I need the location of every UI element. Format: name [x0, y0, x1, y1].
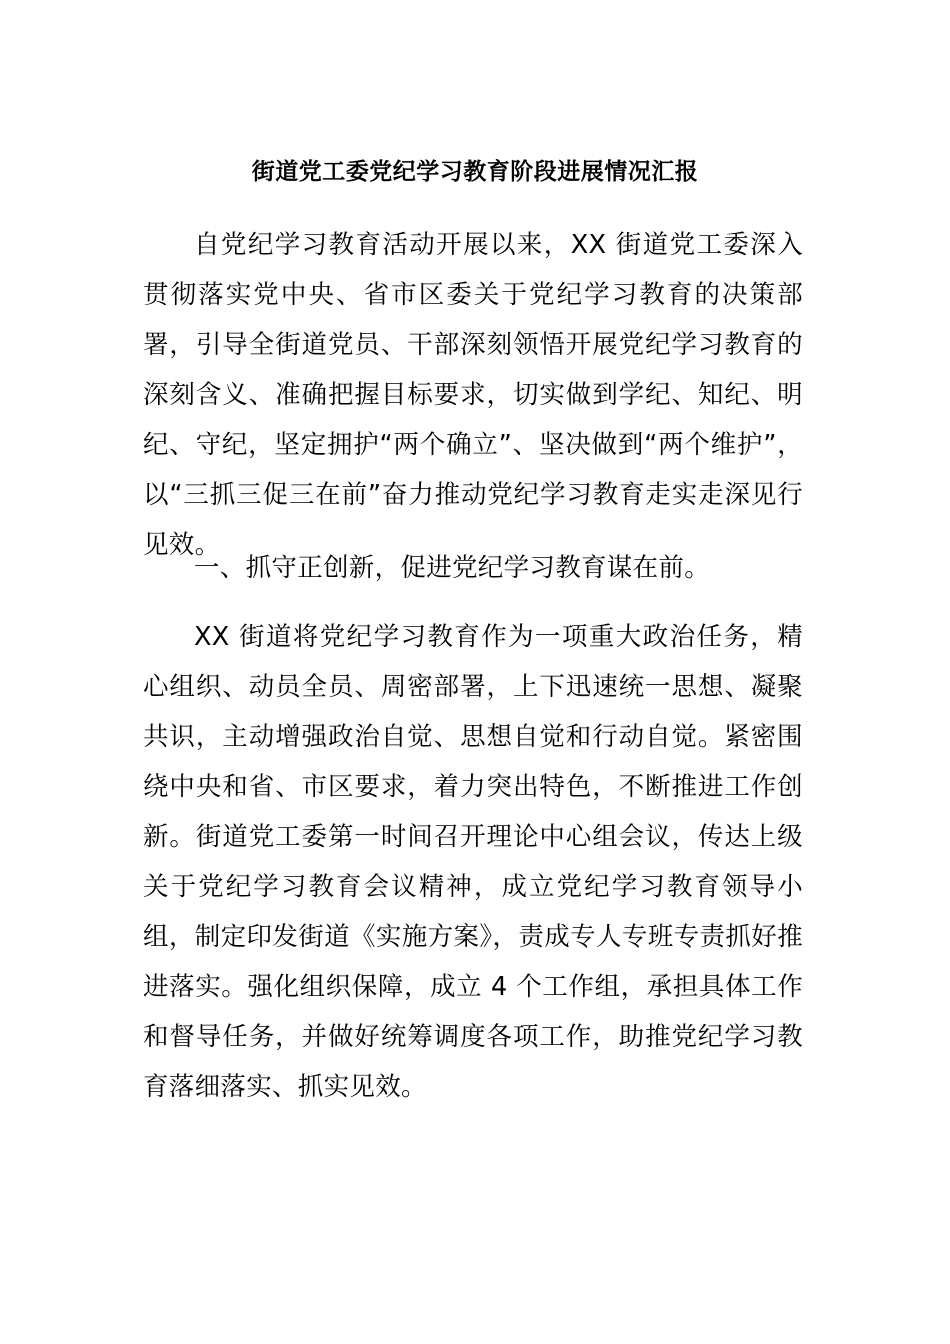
document-title: 街道党工委党纪学习教育阶段进展情况汇报: [251, 159, 699, 185]
paragraph-section-1: XX 街道将党纪学习教育作为一项重大政治任务，精心组织、动员全员、周密部署，上下迅速统一思想、凝聚共识，主动增强政治自觉、思想自觉和行动自觉。紧密围绕中央和省、市区要求，着力突出特色，不断推进工作创新。街道党工委第一时间召开理论中心组会议，传达上级关于党纪学习教育会议精神，成立党纪学习教育领导小组，制定印发街道《实施方案》，责成专人专班专责抓好推进落实。强化组织保障，成立 4 个工作组，承担具体工作和督导任务，并做好统筹调度各项工作，助推党纪学习教育落细落实、抓实见效。: [143, 622, 803, 1102]
paragraph-intro: 自党纪学习教育活动开展以来，XX 街道党工委深入贯彻落实党中央、省市区委关于党纪学习教育的决策部署，引导全街道党员、干部深刻领悟开展党纪学习教育的深刻含义、准确把握目标要求，切实做到学纪、知纪、明纪、守纪，坚定拥护“两个确立”、坚决做到“两个维护”，以“三抓三促三在前”奋力推动党纪学习教育走实走深见行见效。: [143, 230, 803, 560]
section-heading-1: 一、抓守正创新，促进党纪学习教育谋在前。: [194, 553, 711, 583]
